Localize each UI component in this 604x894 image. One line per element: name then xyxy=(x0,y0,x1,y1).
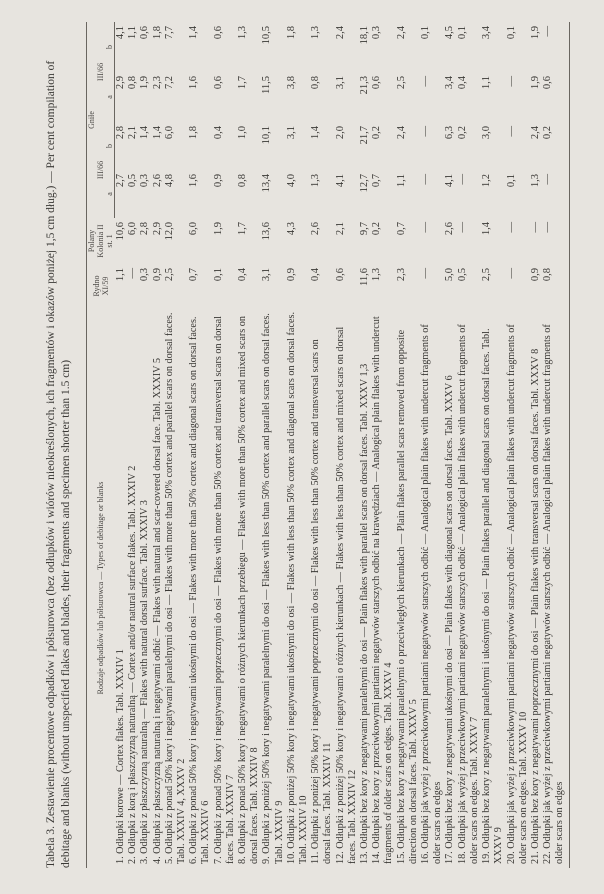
cell-a1: — xyxy=(456,174,468,185)
table-body xyxy=(115,22,570,868)
cell-b1: 0,2 xyxy=(371,126,383,140)
cell-a1: 1,1 xyxy=(395,174,407,188)
cell-rydno: 3,1 xyxy=(261,268,273,282)
row-number: 17. xyxy=(444,851,456,864)
cell-b1: 0,2 xyxy=(542,126,554,140)
cell-a2: 0,4 xyxy=(456,76,468,90)
table-row xyxy=(139,22,151,868)
cell-polany: — xyxy=(505,222,517,233)
cell-a2: 2,5 xyxy=(395,76,407,90)
row-number: 12. xyxy=(334,851,346,864)
row-number: 22. xyxy=(542,851,554,864)
table-row xyxy=(457,22,481,868)
table-row xyxy=(481,22,505,868)
cell-a2: 3,4 xyxy=(444,76,456,90)
row-text: Odłupki jak wyżej z przeciwkowymi partiami negatywów starszych odbić — Analogical plain flakes with undercut fragments of older scars on edges. Tabl. XXXV 10 xyxy=(505,324,529,864)
cell-b2: 2,4 xyxy=(395,25,407,40)
header-rydno: Rydno XI/59 xyxy=(87,264,115,308)
cell-b2: 1,3 xyxy=(310,25,322,40)
cell-rydno: 0,9 xyxy=(151,268,163,282)
cell-a1: 0,7 xyxy=(371,174,383,188)
cell-a2: 1,1 xyxy=(481,76,493,90)
row-description xyxy=(481,308,505,868)
cell-rydno: 0,9 xyxy=(285,268,297,282)
table-row xyxy=(127,22,139,868)
row-number: 21. xyxy=(529,851,541,864)
row-number: 9. xyxy=(261,856,273,864)
cell-polany: 9,7 xyxy=(359,222,371,236)
cell-b1: 3,0 xyxy=(481,126,493,140)
cell-rydno: 2,5 xyxy=(481,268,493,282)
row-number: 16. xyxy=(420,851,432,864)
row-number: 1. xyxy=(114,856,126,864)
cell-rydno: — xyxy=(505,268,517,279)
cell-b1: 1,4 xyxy=(139,126,151,140)
cell-b2: 1,8 xyxy=(285,25,297,40)
row-text: Odłupki jak wyżej z przeciwkowymi partiami negatywów starszych odbić — Analogical plain flakes with undercut fragments of older scars on edges. Tabl. XXXV 7 xyxy=(456,324,480,864)
cell-b2: 7,7 xyxy=(163,25,175,40)
cell-a2: 0,6 xyxy=(542,76,554,90)
row-number: 15. xyxy=(395,851,407,864)
table-row xyxy=(506,22,530,868)
row-number: 6. xyxy=(188,856,200,864)
cell-b1: 0,2 xyxy=(456,126,468,140)
row-description xyxy=(237,308,261,868)
cell-b1: 2,0 xyxy=(334,126,346,140)
cell-a2: 1,6 xyxy=(188,76,200,90)
cell-a1: 0,9 xyxy=(212,174,224,188)
cell-b1: 6,3 xyxy=(444,126,456,140)
row-description xyxy=(396,308,420,868)
cell-a1: 4,0 xyxy=(285,174,297,188)
cell-b1: 2,1 xyxy=(127,126,139,140)
row-text: Odłupki korowe — Cortex flakes. Tabl. XXXIV 1 xyxy=(114,649,126,854)
table-bottom-rule xyxy=(567,22,570,868)
row-description xyxy=(188,308,212,868)
cell-rydno: 0,4 xyxy=(310,268,322,282)
cell-rydno: 0,8 xyxy=(542,268,554,282)
cell-b2: 1,8 xyxy=(151,25,163,40)
cell-b1: 0,4 xyxy=(212,126,224,140)
row-number: 8. xyxy=(237,856,249,864)
cell-rydno: 11,6 xyxy=(359,268,371,286)
cell-b1: 1,8 xyxy=(188,126,200,140)
cell-rydno: 0,9 xyxy=(529,268,541,282)
header-types: Rodzaje odpadków lub półsurowca — Types of debitage or blanks xyxy=(87,308,115,868)
caption-text: Zestawienie procentowe odpadków i półsurowca (bez odłupków i wiórów nieokreślonych, ich fragmentów i okazów poniżej 1,5 cm dług.) — Per cent compilation of debitage and blanks (without unspecified flakes and blades, their fragments and specimen shorter than 1.5 cm) xyxy=(45,60,72,868)
row-text: Odłupki z ponad 50% kory i negatywami ukośnymi do osi — Flakes with more than 50% cortex and diagonal scars on dorsal faces. Tabl. XXXIV 6 xyxy=(188,316,212,864)
cell-b2: 1,9 xyxy=(529,25,541,40)
cell-a2: — xyxy=(420,76,432,87)
header-b2: b xyxy=(105,22,115,72)
cell-a1: 1,6 xyxy=(188,174,200,188)
table-row xyxy=(152,22,164,868)
cell-a2: 21,3 xyxy=(359,76,371,95)
cell-polany: — xyxy=(529,222,541,233)
cell-b2: 18,1 xyxy=(359,25,371,45)
cell-b1: — xyxy=(420,126,432,137)
cell-a2: 7,2 xyxy=(163,76,175,90)
cell-b2: 0,1 xyxy=(505,25,517,40)
cell-a1: 1,3 xyxy=(310,174,322,188)
cell-rydno: 0,4 xyxy=(237,268,249,282)
header-a2: a xyxy=(105,72,115,122)
cell-polany: 2,1 xyxy=(334,222,346,236)
row-description xyxy=(530,308,542,868)
cell-a1: 4,8 xyxy=(163,174,175,188)
cell-rydno: 5,0 xyxy=(444,268,456,282)
row-text: Odłupki z płaszczyzną naturalną i negatywami odbić — Flakes with natural and scar-covered dorsal face. Tabl. XXXIV 5 xyxy=(151,358,163,854)
cell-polany: 0,2 xyxy=(371,222,383,236)
cell-rydno: — xyxy=(127,268,139,279)
row-description xyxy=(506,308,530,868)
cell-polany: 0,7 xyxy=(395,222,407,236)
row-number: 18. xyxy=(456,851,468,864)
cell-a2: 0,6 xyxy=(371,76,383,90)
row-text: Odłupki jak wyżej z przeciwkowymi partiami negatywów starszych odbić — Analogical plain flakes with undercut fragments of older scars on edges xyxy=(420,324,444,864)
table-row xyxy=(530,22,542,868)
cell-b2: 1,4 xyxy=(188,25,200,40)
cell-a1: 2,6 xyxy=(151,174,163,188)
cell-a1: 13,4 xyxy=(261,174,273,193)
cell-a1: — xyxy=(542,174,554,185)
table-row xyxy=(371,22,395,868)
header-iii66-b: III/66 xyxy=(96,62,105,82)
row-text: Odłupki z poniżej 50% kory i negatywami ukośnymi do osi — Flakes with less than 50% cortex and diagonal scars on dorsal faces. Tabl. XXXIV 10 xyxy=(285,312,310,864)
cell-b2: 0,1 xyxy=(456,25,468,40)
cell-b1: 10,1 xyxy=(261,126,273,145)
row-number: 2. xyxy=(127,856,139,864)
cell-b2: 0,1 xyxy=(420,25,432,40)
table-row xyxy=(335,22,359,868)
cell-a1: 0,5 xyxy=(127,174,139,188)
header-iii66-a: III/66 xyxy=(96,160,105,180)
table-caption xyxy=(44,22,74,868)
row-description xyxy=(127,308,139,868)
cell-b2: 2,4 xyxy=(334,25,346,40)
table-row xyxy=(237,22,261,868)
cell-b1: 2,8 xyxy=(115,126,126,140)
cell-polany: 1,9 xyxy=(212,222,224,236)
cell-rydno: 0,6 xyxy=(334,268,346,282)
row-description xyxy=(444,308,456,868)
cell-a2: 0,8 xyxy=(310,76,322,90)
row-number: 5. xyxy=(163,856,175,864)
row-text: Odłupki bez kory z negatywami poprzecznymi do osi — Plain flakes with transversal scars on dorsal faces. Tabl. XXXV 8 xyxy=(529,348,541,849)
table-row xyxy=(164,22,188,868)
row-description xyxy=(213,308,237,868)
cell-rydno: 1,1 xyxy=(114,268,126,282)
row-number: 4. xyxy=(151,856,163,864)
table-row xyxy=(359,22,371,868)
cell-b1: 3,1 xyxy=(285,126,297,140)
header-b1: b xyxy=(105,122,115,170)
cell-polany: 2,9 xyxy=(151,222,163,236)
cell-b1: 1,4 xyxy=(151,126,163,140)
row-number: 19. xyxy=(481,851,493,864)
row-description xyxy=(420,308,444,868)
cell-a2: 0,8 xyxy=(127,76,139,90)
cell-polany: 13,6 xyxy=(261,222,273,241)
cell-a1: 0,8 xyxy=(237,174,249,188)
table-row xyxy=(188,22,212,868)
row-description xyxy=(359,308,371,868)
row-text: Odłupki bez kory z negatywami paralelnymi i ukośnymi do osi — Plain flakes parallel and diagonal scars on dorsal faces. Tabl. XXXV 9 xyxy=(481,328,505,864)
table-row xyxy=(420,22,444,868)
cell-b2: 0,3 xyxy=(371,25,383,40)
cell-b2: 10,5 xyxy=(261,25,273,45)
cell-b2: 3,4 xyxy=(481,25,493,40)
table-row xyxy=(542,22,566,868)
cell-b1: 6,0 xyxy=(163,126,175,140)
cell-polany: 10,6 xyxy=(114,222,126,241)
row-number: 13. xyxy=(359,851,371,864)
cell-rydno: 2,5 xyxy=(163,268,175,282)
cell-b2: 4,1 xyxy=(115,25,126,40)
cell-b2: 4,5 xyxy=(444,25,456,40)
cell-polany: — xyxy=(420,222,432,233)
cell-polany: — xyxy=(456,222,468,233)
table-row xyxy=(115,22,128,868)
cell-a2: 11,5 xyxy=(261,76,273,94)
table-row xyxy=(286,22,310,868)
cell-a1: — xyxy=(420,174,432,185)
cell-b1: 1,0 xyxy=(237,126,249,140)
row-description xyxy=(115,308,128,868)
cell-polany: 1,7 xyxy=(237,222,249,236)
row-text: Odłupki z korą i płaszczyzną naturalną — Cortex and/or natural surface flakes. Tabl. XXXIV 2 xyxy=(127,465,139,854)
cell-b2: 0,6 xyxy=(139,25,151,40)
row-number: 20. xyxy=(505,851,517,864)
row-number: 11. xyxy=(310,851,322,864)
cell-a2: 3,1 xyxy=(334,76,346,90)
row-text: Odłupki z poniżej 50% kory i negatywami paralelnymi do osi — Flakes with less than 50% cortex and parallel scars on dorsal faces. Tabl. XXXIV 9 xyxy=(261,313,285,864)
table-row xyxy=(396,22,420,868)
row-description xyxy=(152,308,164,868)
table-row xyxy=(444,22,456,868)
row-description xyxy=(139,308,151,868)
row-text: Odłupki z poniżej 50% kory i negatywami o różnych kierunkach — Flakes with less than 50% cortex and mixed scars on dorsal faces. Tabl. XXXIV 12 xyxy=(334,326,358,864)
cell-rydno: 0,1 xyxy=(212,268,224,282)
cell-b2: 0,6 xyxy=(212,25,224,40)
row-text: Odłupki bez kory z negatywami paralelnymi o przeciwległych kierunkach — Plain flakes parallel scars removed from opposite direction on dorsal faces. Tabl. XXXV 5 xyxy=(395,329,419,864)
row-description xyxy=(286,308,310,868)
header-a1: a xyxy=(105,170,115,218)
row-text: Odłupki z ponad 50% kory i negatywami poprzecznymi do osi — Flakes with more than 50% cortex and transversal scars on dorsal faces. Tabl. XXXIV 7 xyxy=(212,315,236,864)
cell-a1: 12,7 xyxy=(359,174,371,193)
cell-a1: 1,3 xyxy=(529,174,541,188)
row-text: Odłupki bez kory z negatywami ukośnymi do osi — Plain flakes with diagonal scars on dorsal faces. Tabl. XXXV 6 xyxy=(444,375,456,849)
cell-polany: 2,6 xyxy=(310,222,322,236)
row-text: Odłupki z poniżej 50% kory i negatywami poprzecznymi do osi — Flakes with less than 50% cortex and transversal scars on dorsal faces. Tabl. XXXIV 11 xyxy=(310,339,334,864)
table-row xyxy=(213,22,237,868)
row-text: Odłupki bez kory z przeciwkowymi partiami negatywów starszych odbić na krawędziach — Analogical plain flakes with undercut fragments of older scars on edges. Tabl. XXXV 4 xyxy=(371,316,395,864)
caption-label: Tabela 3. xyxy=(45,826,57,868)
row-text: Odłupki z ponad 50% kory i negatywami o różnych kierunkach przebiegu — Flakes with more than 50% cortex and mixed scars on dorsal faces. Tabl. XXXIV 8 xyxy=(237,316,261,864)
table-row xyxy=(261,22,285,868)
cell-a2: 2,9 xyxy=(115,76,126,90)
row-description xyxy=(371,308,395,868)
cell-a2: 3,8 xyxy=(285,76,297,90)
row-description xyxy=(310,308,334,868)
cell-a1: 2,7 xyxy=(115,174,126,188)
cell-b1: 2,4 xyxy=(395,126,407,140)
cell-polany: 2,8 xyxy=(139,222,151,236)
cell-rydno: 1,3 xyxy=(371,268,383,282)
row-description xyxy=(261,308,285,868)
row-description xyxy=(164,308,188,868)
cell-b2: 1,3 xyxy=(237,25,249,40)
cell-a2: 1,9 xyxy=(139,76,151,90)
cell-polany: 2,6 xyxy=(444,222,456,236)
cell-polany: 12,0 xyxy=(163,222,175,241)
row-description xyxy=(542,308,566,868)
row-number: 3. xyxy=(139,856,151,864)
cell-a2: 1,7 xyxy=(237,76,249,90)
cell-a2: 1,9 xyxy=(529,76,541,90)
cell-a2: 2,3 xyxy=(151,76,163,90)
cell-a1: 0,1 xyxy=(505,174,517,188)
cell-b1: — xyxy=(505,126,517,137)
cell-polany: 6,0 xyxy=(127,222,139,236)
row-description xyxy=(457,308,481,868)
cell-rydno: 0,3 xyxy=(139,268,151,282)
cell-b2: — xyxy=(542,25,554,37)
cell-rydno: 0,5 xyxy=(456,268,468,282)
cell-rydno: 0,7 xyxy=(188,268,200,282)
row-number: 14. xyxy=(371,851,383,864)
cell-b1: 2,4 xyxy=(529,126,541,140)
cell-polany: 4,3 xyxy=(285,222,297,236)
cell-b1: 21,7 xyxy=(359,126,371,145)
cell-a1: 4,1 xyxy=(334,174,346,188)
cell-polany: 6,0 xyxy=(188,222,200,236)
row-text: Odłupki jak wyżej z przeciwkowymi partiami negatywów starszych odbić — Analogical plain flakes with undercut fragments of older scars on edges xyxy=(542,324,566,864)
cell-polany: — xyxy=(542,222,554,233)
cell-b2: 1,1 xyxy=(127,25,139,40)
cell-a2: 0,6 xyxy=(212,76,224,90)
data-table xyxy=(86,22,570,868)
cell-a1: 4,1 xyxy=(444,174,456,188)
row-number: 7. xyxy=(212,856,224,864)
row-description xyxy=(335,308,359,868)
cell-a2: — xyxy=(505,76,517,87)
row-text: Odłupki z płaszczyzną naturalną — Flakes with natural dorsal surface. Tabl. XXXIV 3 xyxy=(139,500,151,854)
cell-a1: 0,3 xyxy=(139,174,151,188)
cell-rydno: — xyxy=(420,268,432,279)
row-text: Odłupki bez kory z negatywami paralelnymi do osi — Plain flakes with parallel scars on dorsal faces. Tabl. XXXV 1,3 xyxy=(359,363,371,849)
cell-b1: 1,4 xyxy=(310,126,322,140)
row-text: Odłupki z ponad 50% kory i negatywami paralelnymi do osi — Flakes with more than 50% cortex and parallel scars on dorsal faces. Tabl. XXXIV 4, XXXV 2 xyxy=(163,312,188,864)
cell-a1: 1,2 xyxy=(481,174,493,188)
table-row xyxy=(310,22,334,868)
cell-rydno: 2,3 xyxy=(395,268,407,282)
header-polany: Polany Kolonia II st. 1 xyxy=(87,218,115,264)
cell-polany: 1,4 xyxy=(481,222,493,236)
header-group: Gniłe xyxy=(87,22,97,218)
row-number: 10. xyxy=(285,851,297,864)
